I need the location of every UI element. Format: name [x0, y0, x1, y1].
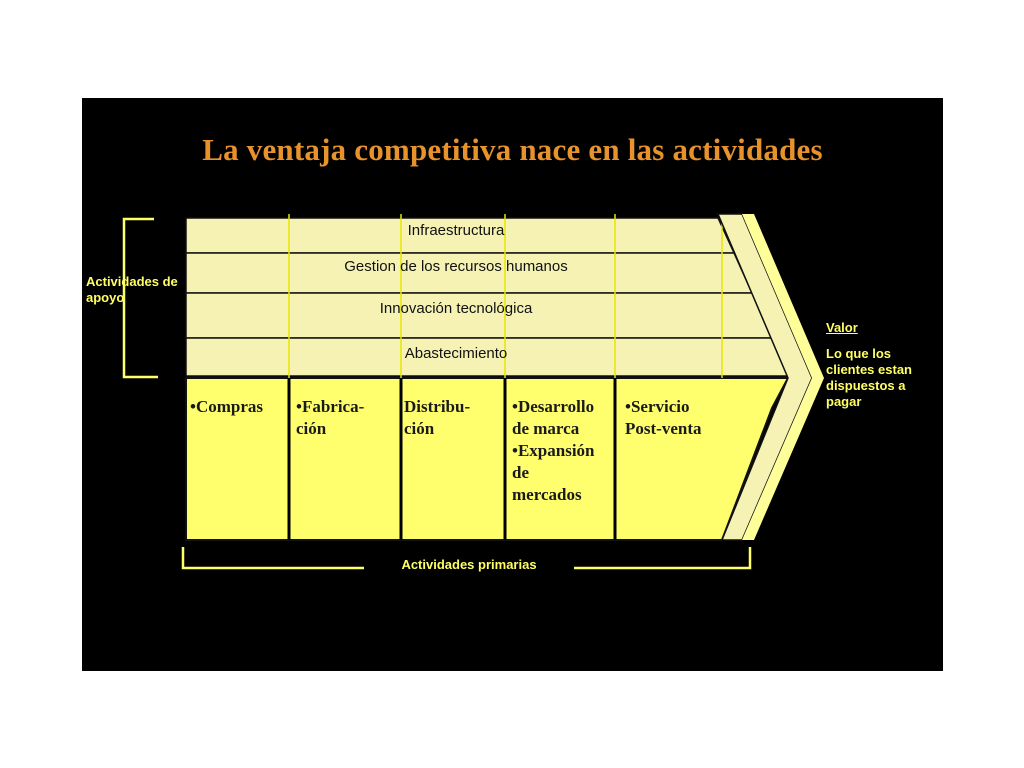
slide	[82, 98, 943, 671]
primary-label-fabricacion: •Fabrica- ción	[296, 397, 365, 438]
support-label-infraestructura: Infraestructura	[407, 222, 505, 239]
primary-label-marca-mercados: •Desarrollo de marca •Expansión de mercados	[512, 397, 595, 504]
value-chain-diagram	[82, 98, 943, 671]
support-label-innovacion: Innovación tecnológica	[379, 300, 533, 317]
support-group-label: Actividades de apoyo	[86, 274, 178, 305]
value-title: Valor	[826, 320, 858, 335]
value-description: Lo que los clientes estan dispuestos a pagar	[826, 346, 912, 409]
primary-label-distribucion: Distribu- ción	[404, 397, 471, 438]
primary-group-label: Actividades primarias	[364, 557, 574, 573]
support-label-abastecimiento: Abastecimiento	[404, 345, 508, 362]
primary-label-servicio: •Servicio Post-venta	[625, 397, 702, 438]
support-label-recursos-humanos: Gestion de los recursos humanos	[344, 258, 568, 275]
slide-title: La ventaja competitiva nace en las actividades	[202, 132, 823, 167]
primary-label-compras: •Compras	[190, 397, 264, 416]
